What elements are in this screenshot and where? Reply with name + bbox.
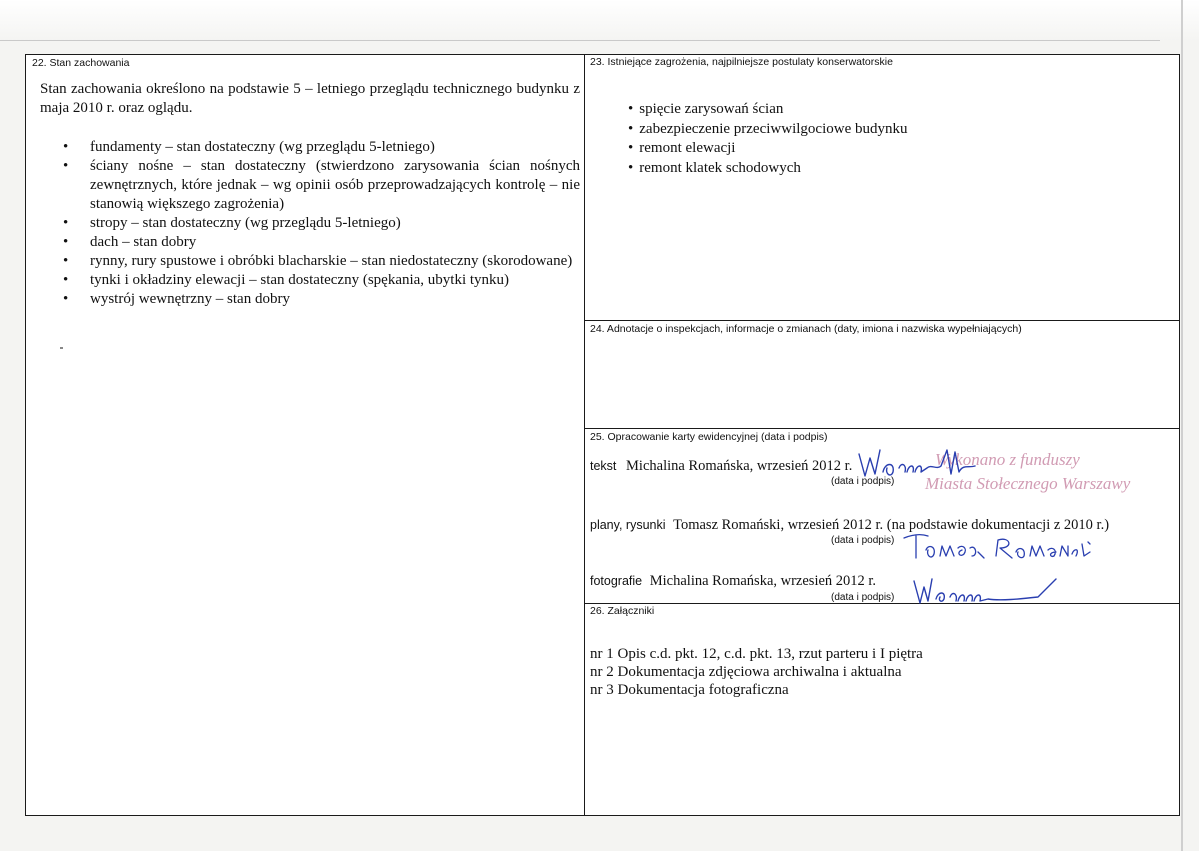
- list-item: [628, 159, 907, 179]
- list-item-text: remont elewacji: [639, 140, 736, 156]
- bullet-icon: •: [628, 159, 634, 176]
- divider-25-26: [585, 603, 1180, 604]
- divider-24-25: [585, 428, 1180, 429]
- list-item-text: spięcie zarysowań ścian: [639, 101, 784, 117]
- list-item: [628, 100, 907, 120]
- sign-caption: (data i podpis): [831, 592, 895, 603]
- section-26-title: 26. Załączniki: [590, 605, 655, 617]
- list-item-text: zabezpieczenie przeciwwilgociowe budynku: [639, 120, 908, 137]
- list-item-text: dach – stan dobry: [90, 234, 197, 250]
- fotografie-label: fotografie: [590, 574, 643, 588]
- list-item-text: fundamenty – stan dostateczny (wg przeglądu 5-letniego): [90, 139, 435, 155]
- bullet-icon: •: [63, 234, 69, 250]
- list-item-text: rynny, rury spustowe i obróbki blacharskie – stan niedostateczny (skorodowane): [90, 253, 573, 269]
- fotografie-value: Michalina Romańska, wrzesień 2012 r.: [649, 573, 877, 589]
- bullet-icon: •: [63, 139, 69, 155]
- signature-tomasz: [900, 530, 1100, 566]
- attachment-item: nr 3 Dokumentacja fotograficzna: [590, 682, 789, 698]
- tekst-line: [590, 458, 852, 475]
- list-item: [628, 120, 907, 140]
- section-22-list: [40, 138, 580, 309]
- list-item: [40, 233, 580, 252]
- attachment-item: nr 2 Dokumentacja zdjęciowa archiwalna i aktualna: [590, 664, 902, 680]
- bullet-icon: •: [63, 158, 69, 174]
- page-edge: [1181, 0, 1183, 851]
- sign-caption: (data i podpis): [831, 535, 895, 546]
- section-22-paragraph: Stan zachowania określono na podstawie 5 – letniego przeglądu technicznego budynku z maja 2010 r. oraz oglądu.: [40, 81, 580, 116]
- signature-michalina-2: [910, 575, 1070, 609]
- divider-23-24: [585, 320, 1180, 321]
- plany-value: Tomasz Romański, wrzesień 2012 r. (na podstawie dokumentacji z 2010 r.): [673, 517, 1110, 533]
- attachment-item: nr 1 Opis c.d. pkt. 12, c.d. pkt. 13, rzut parteru i I piętra: [590, 646, 923, 662]
- tekst-value: Michalina Romańska, wrzesień 2012 r.: [626, 458, 853, 474]
- list-item: [628, 139, 907, 159]
- bullet-icon: •: [63, 272, 69, 288]
- column-divider: [584, 54, 585, 816]
- section-22-title: 22. Stan zachowania: [32, 57, 130, 69]
- bullet-icon: •: [628, 140, 634, 156]
- scan-background: [0, 0, 1199, 42]
- list-item: [40, 252, 580, 271]
- list-item-text: tynki i okładziny elewacji – stan dostateczny (spękania, ubytki tynku): [90, 272, 510, 288]
- list-item-text: ściany nośne – stan dostateczny (stwierdzono zarysowania ścian nośnych zewnętrznych, które jednak – wg opinii osób przeprowadzających kontrolę – nie stanowią większego zagrożenia): [90, 158, 580, 212]
- signature-michalina-1: [855, 444, 995, 484]
- list-item-text: remont klatek schodowych: [639, 159, 801, 176]
- section-23-title: 23. Istniejące zagrożenia, najpilniejsze postulaty konserwatorskie: [590, 56, 893, 68]
- section-23-list: [628, 100, 907, 178]
- bullet-icon: •: [63, 291, 69, 307]
- bullet-icon: •: [628, 120, 634, 137]
- list-item: [40, 157, 580, 214]
- scan-line: [0, 40, 1160, 41]
- fotografie-line: [590, 573, 876, 590]
- list-item: [40, 214, 580, 233]
- section-24-title: 24. Adnotacje o inspekcjach, informacje o zmianach (daty, imiona i nazwiska wypełniających): [590, 323, 1022, 335]
- bullet-icon: •: [63, 215, 69, 231]
- stamp-line-1: Wykonano z funduszy: [935, 450, 1080, 469]
- scan-speck: [60, 347, 63, 349]
- section-25-title: 25. Opracowanie karty ewidencyjnej (data i podpis): [590, 431, 828, 443]
- tekst-label: tekst: [590, 459, 617, 473]
- stamp-line-2: Miasta Stołecznego Warszawy: [925, 474, 1131, 493]
- list-item-text: stropy – stan dostateczny (wg przeglądu 5-letniego): [90, 215, 401, 231]
- list-item: [40, 271, 580, 290]
- list-item: [40, 290, 580, 309]
- bullet-icon: •: [63, 253, 69, 269]
- list-item-text: wystrój wewnętrzny – stan dobry: [90, 291, 290, 307]
- list-item: [40, 138, 580, 157]
- plany-label: plany, rysunki: [590, 518, 666, 532]
- sign-caption: (data i podpis): [831, 476, 895, 487]
- bullet-icon: •: [628, 101, 634, 117]
